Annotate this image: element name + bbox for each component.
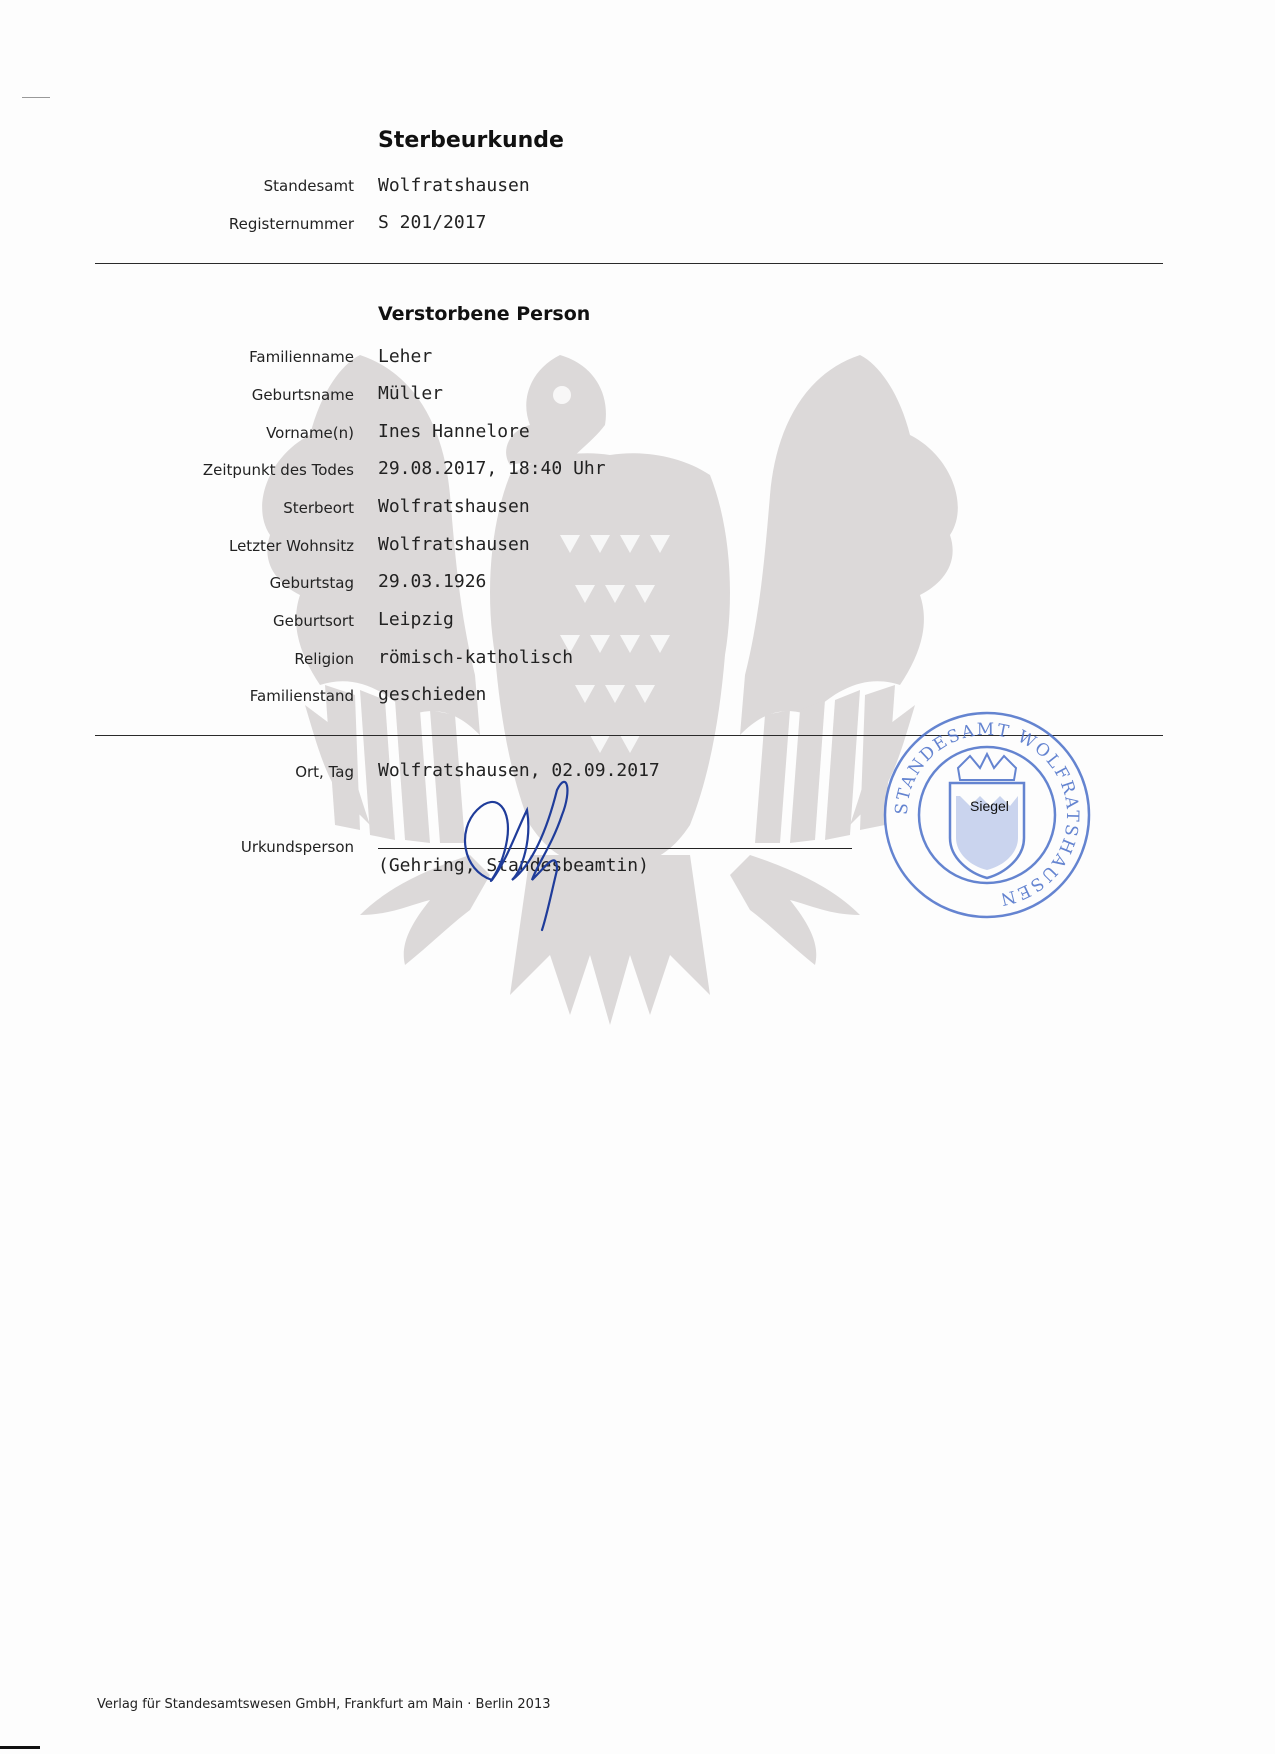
registernummer-value: S 201/2017 xyxy=(378,212,487,233)
field-label: Geburtsname xyxy=(251,386,354,404)
seal-label: Siegel xyxy=(970,798,1009,814)
section-title: Verstorbene Person xyxy=(378,303,591,325)
publisher-footer: Verlag für Standesamtswesen GmbH, Frankfurt am Main · Berlin 2013 xyxy=(97,1697,551,1712)
signature-line xyxy=(378,848,852,849)
field-label: Familienname xyxy=(249,348,354,366)
field-value: Müller xyxy=(378,383,444,404)
field-value: Leher xyxy=(378,346,433,367)
standesamt-value: Wolfratshausen xyxy=(378,175,530,196)
ort-tag-value: Wolfratshausen, 02.09.2017 xyxy=(378,760,660,781)
field-value: Wolfratshausen xyxy=(378,534,530,555)
field-value: Leipzig xyxy=(378,609,454,630)
official-seal-stamp xyxy=(880,708,1094,922)
field-label: Sterbeort xyxy=(283,499,354,517)
field-value: Wolfratshausen xyxy=(378,496,530,517)
scan-artifact xyxy=(0,1746,40,1749)
document-title: Sterbeurkunde xyxy=(378,128,564,153)
urkundsperson-value: (Gehring, Standesbeamtin) xyxy=(378,855,649,876)
field-value: 29.03.1926 xyxy=(378,571,487,592)
signature xyxy=(452,770,602,940)
seal-ring-text: STANDESAMT WOLFRATSHAUSEN xyxy=(891,719,1083,910)
field-label: Zeitpunkt des Todes xyxy=(202,461,354,479)
field-label: Geburtstag xyxy=(269,574,354,592)
field-value: Ines Hannelore xyxy=(378,421,530,442)
ort-tag-label: Ort, Tag xyxy=(295,763,354,781)
urkundsperson-label: Urkundsperson xyxy=(240,838,354,856)
divider xyxy=(95,263,1163,264)
field-label: Letzter Wohnsitz xyxy=(228,537,354,555)
field-value: 29.08.2017, 18:40 Uhr xyxy=(378,458,606,479)
field-label: Religion xyxy=(294,650,354,668)
field-label: Geburtsort xyxy=(273,612,354,630)
field-value: geschieden xyxy=(378,684,487,705)
standesamt-label: Standesamt xyxy=(263,177,354,195)
registernummer-label: Registernummer xyxy=(228,215,354,233)
field-label: Vorname(n) xyxy=(266,424,354,442)
field-label: Familienstand xyxy=(249,687,354,705)
scan-artifact xyxy=(22,97,50,98)
field-value: römisch-katholisch xyxy=(378,647,574,668)
